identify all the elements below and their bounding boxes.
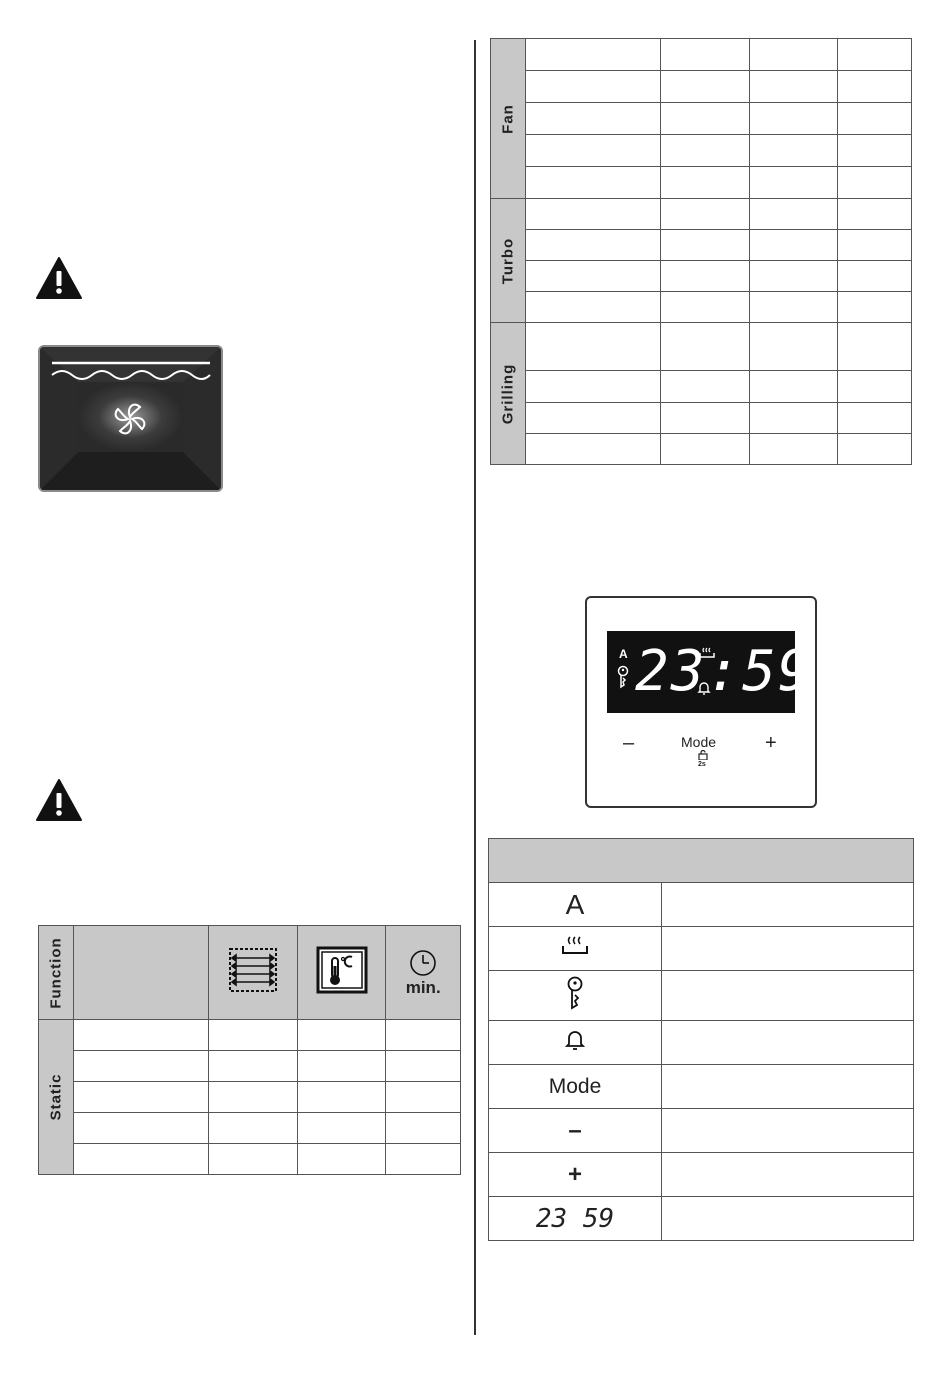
table-cell (837, 434, 911, 465)
temperature-header (297, 926, 386, 1020)
static-group-cell (39, 1020, 74, 1175)
table-cell (73, 1020, 209, 1051)
time-digits: 23:59 (635, 639, 814, 704)
description-cell (662, 883, 914, 927)
function-header-cell (39, 926, 74, 1020)
symbol-time-digits: 23 59 (489, 1197, 662, 1241)
table-cell (297, 1020, 386, 1051)
timer-display-screen (607, 631, 814, 713)
auto-indicator: A (619, 647, 628, 661)
table-cell (749, 135, 837, 167)
table-cell (525, 135, 661, 167)
bell-icon (697, 681, 711, 695)
mode-table (490, 38, 912, 465)
table-cell (73, 1082, 209, 1113)
table-cell (386, 1082, 461, 1113)
table-cell (525, 403, 661, 434)
table-cell (749, 371, 837, 403)
lock-hint: 2s (698, 761, 706, 768)
turbo-group-cell (491, 199, 526, 323)
time-header (386, 926, 461, 1020)
table-cell (661, 135, 749, 167)
table-cell (661, 103, 749, 135)
table-cell (749, 39, 837, 71)
plus-button[interactable]: + (765, 732, 777, 754)
table-cell (209, 1051, 298, 1082)
table-cell (525, 371, 661, 403)
table-cell (749, 230, 837, 261)
table-cell (661, 403, 749, 434)
table-cell (749, 261, 837, 292)
bell-icon (565, 1029, 585, 1051)
function-table (38, 925, 461, 1175)
table-cell (661, 230, 749, 261)
description-cell (662, 1021, 914, 1065)
symbol-minus: – (489, 1109, 662, 1153)
fan-group-cell (491, 39, 526, 199)
table-cell (297, 1144, 386, 1175)
static-group-label: Static (47, 1073, 65, 1121)
heat-icon (699, 647, 715, 659)
table-cell (661, 39, 749, 71)
fan-group-label: Fan (499, 103, 517, 134)
table-cell (386, 1020, 461, 1051)
table-cell (837, 135, 911, 167)
table-cell (837, 403, 911, 434)
table-cell (73, 1144, 209, 1175)
function-header-label: Function (47, 936, 65, 1009)
table-cell (525, 230, 661, 261)
table-cell (386, 1113, 461, 1144)
symbol-bell (489, 1021, 662, 1065)
symbols-table (488, 838, 914, 1241)
table-cell (661, 323, 749, 371)
table-cell (749, 167, 837, 199)
heat-icon (561, 935, 589, 957)
table-cell (749, 434, 837, 465)
description-cell (662, 1065, 914, 1109)
symbol-auto: A (489, 883, 662, 927)
table-cell (297, 1082, 386, 1113)
turbo-group-label: Turbo (499, 237, 517, 284)
table-cell (525, 39, 661, 71)
table-cell (661, 434, 749, 465)
column-divider (474, 40, 476, 1335)
table-cell (209, 1082, 298, 1113)
table-cell (297, 1113, 386, 1144)
table-cell (297, 1051, 386, 1082)
table-cell (661, 371, 749, 403)
mode-button[interactable]: Mode (681, 734, 717, 750)
table-cell (837, 292, 911, 323)
minus-button[interactable]: – (623, 732, 635, 754)
symbol-mode: Mode (489, 1065, 662, 1109)
table-cell (661, 261, 749, 292)
description-cell (662, 1197, 914, 1241)
table-cell (209, 1144, 298, 1175)
table-cell (749, 199, 837, 230)
table-cell (837, 323, 911, 371)
table-cell (837, 167, 911, 199)
warning-icon (35, 256, 83, 300)
table-cell (525, 261, 661, 292)
table-cell (661, 71, 749, 103)
table-cell (525, 103, 661, 135)
description-cell (662, 927, 914, 971)
symbols-header-cell (489, 839, 914, 883)
grilling-group-cell (491, 323, 526, 465)
table-cell (661, 199, 749, 230)
table-cell (837, 261, 911, 292)
table-cell (749, 103, 837, 135)
clock-icon (408, 948, 438, 978)
lock-icon (698, 750, 708, 760)
table-cell (525, 323, 661, 371)
table-cell (209, 1113, 298, 1144)
warning-icon (35, 778, 83, 822)
rack-level-header (209, 926, 298, 1020)
table-cell (386, 1144, 461, 1175)
table-cell (749, 292, 837, 323)
table-cell (525, 71, 661, 103)
table-cell (73, 1113, 209, 1144)
grilling-group-label: Grilling (499, 363, 517, 424)
symbol-plus: + (489, 1153, 662, 1197)
description-cell (662, 1153, 914, 1197)
blank-header-cell (73, 926, 209, 1020)
symbol-key (489, 971, 662, 1021)
table-cell (661, 292, 749, 323)
table-cell (837, 230, 911, 261)
thermometer-icon (316, 946, 368, 994)
table-cell (749, 323, 837, 371)
min-label: min. (405, 977, 441, 997)
table-cell (749, 403, 837, 434)
key-icon (566, 976, 584, 1010)
table-cell (749, 71, 837, 103)
timer-control-panel (585, 596, 817, 808)
key-icon (617, 665, 629, 689)
rack-levels-icon (227, 946, 279, 994)
table-cell (525, 292, 661, 323)
table-cell (73, 1051, 209, 1082)
description-cell (662, 1109, 914, 1153)
table-cell (661, 167, 749, 199)
symbol-heat (489, 927, 662, 971)
table-cell (837, 39, 911, 71)
description-cell (662, 971, 914, 1021)
table-cell (525, 167, 661, 199)
table-cell (525, 199, 661, 230)
oven-fan-illustration (38, 345, 223, 492)
table-cell (837, 103, 911, 135)
table-cell (386, 1051, 461, 1082)
table-cell (837, 71, 911, 103)
table-cell (837, 371, 911, 403)
table-cell (525, 434, 661, 465)
table-cell (837, 199, 911, 230)
table-cell (209, 1020, 298, 1051)
